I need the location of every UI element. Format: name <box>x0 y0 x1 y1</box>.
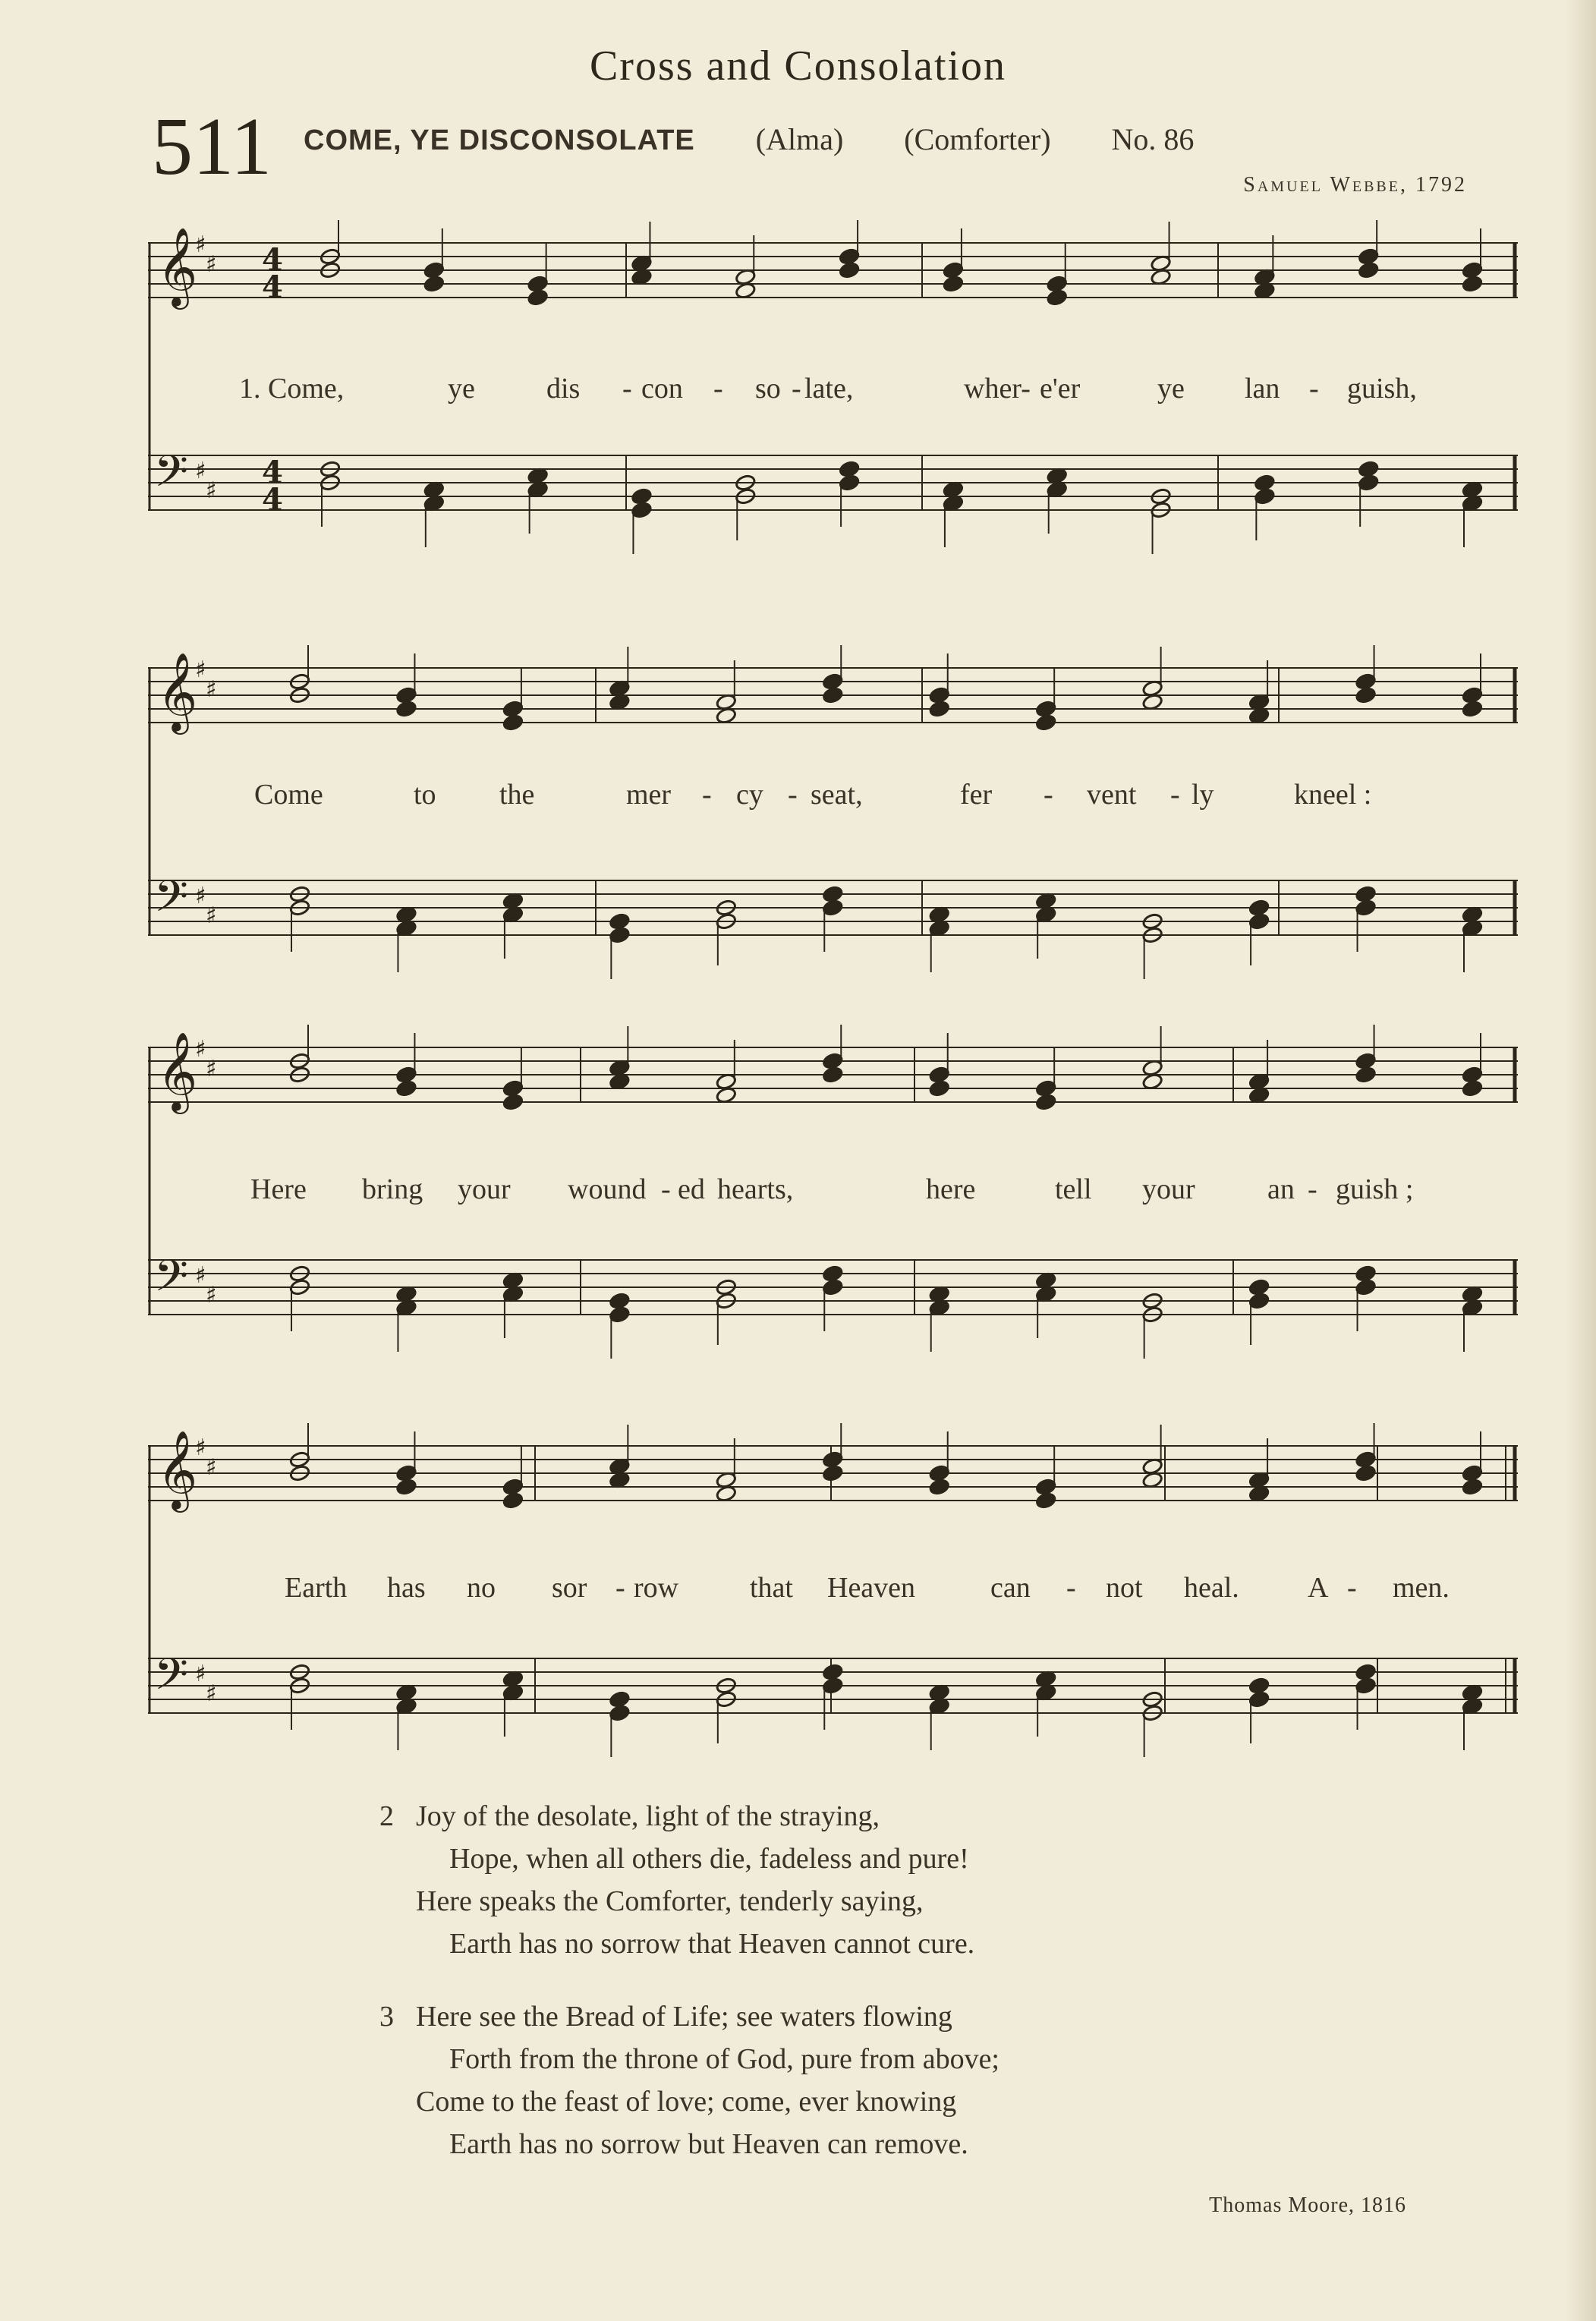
syllable: wher- <box>964 373 1031 405</box>
syllable: - <box>702 779 712 811</box>
syllable: ye <box>1157 373 1185 405</box>
syllable: mer <box>626 779 672 811</box>
svg-text:4: 4 <box>262 269 283 305</box>
svg-text:♯: ♯ <box>195 1661 206 1687</box>
syllable: - <box>788 779 798 811</box>
syllable: ly <box>1191 779 1214 811</box>
syllable: your <box>1142 1173 1195 1205</box>
syllable: dis <box>546 373 581 405</box>
syllable: can <box>990 1572 1031 1604</box>
svg-text:♯: ♯ <box>206 1282 217 1309</box>
svg-text:♯: ♯ <box>206 1056 217 1082</box>
syllable: bring <box>362 1173 423 1205</box>
syllable: tell <box>1055 1173 1092 1205</box>
syllable: Heaven <box>827 1572 916 1604</box>
syllable: - <box>661 1173 671 1205</box>
svg-text:4: 4 <box>262 455 283 490</box>
syllable: vent <box>1087 779 1137 811</box>
syllable: - <box>1308 1173 1317 1205</box>
syllable: con <box>641 373 683 405</box>
svg-text:𝄢: 𝄢 <box>154 871 189 933</box>
syllable: - <box>622 373 632 405</box>
verse-line: Forth from the throne of God, pure from above; <box>449 2043 999 2075</box>
svg-text:𝄞: 𝄞 <box>157 652 198 732</box>
verse-line: Earth has no sorrow but Heaven can remove. <box>449 2128 968 2160</box>
svg-text:♯: ♯ <box>195 231 206 258</box>
lyrics-line <box>148 1173 1518 1215</box>
verse-line: Earth has no sorrow that Heaven cannot cure. <box>449 1928 975 1960</box>
verse-number: 3 <box>379 2001 394 2033</box>
svg-text:4: 4 <box>262 242 283 278</box>
syllable: 1. Come, <box>239 373 345 405</box>
music-system-3 <box>148 1025 1518 1389</box>
syllable: fer <box>960 779 993 811</box>
lyrics-line <box>148 778 1518 820</box>
syllable: Earth <box>285 1572 348 1604</box>
syllable: - <box>1170 779 1180 811</box>
hymn-title: COME, YE DISCONSOLATE <box>304 124 695 156</box>
syllable: so <box>755 373 781 405</box>
additional-verses <box>379 1795 1366 2196</box>
svg-text:♯: ♯ <box>195 1036 206 1063</box>
svg-text:♯: ♯ <box>206 902 217 929</box>
verse-line: Come to the feast of love; come, ever knowing <box>416 2086 957 2118</box>
music-system-4 <box>148 1423 1518 1787</box>
verse-line: Hope, when all others die, fadeless and pure! <box>449 1843 969 1875</box>
composer-credit: Samuel Webbe, 1792 <box>1243 173 1467 197</box>
music-system-1 <box>148 220 1518 584</box>
syllable: - <box>792 373 801 405</box>
syllable: the <box>499 779 535 811</box>
reference-number: No. 86 <box>1111 122 1195 156</box>
svg-text:♯: ♯ <box>206 477 217 504</box>
syllable: A <box>1308 1572 1329 1604</box>
syllable: cy <box>736 779 763 811</box>
verse-number: 2 <box>379 1800 394 1832</box>
syllable: row <box>634 1572 679 1604</box>
svg-text:♯: ♯ <box>195 883 206 909</box>
svg-text:♯: ♯ <box>195 1262 206 1289</box>
verse-line: 2 Joy of the desolate, light of the straying, <box>379 1795 1366 1838</box>
svg-text:𝄞: 𝄞 <box>157 1430 198 1510</box>
svg-text:𝄞: 𝄞 <box>157 227 198 307</box>
svg-text:𝄢: 𝄢 <box>154 1649 189 1711</box>
svg-text:♯: ♯ <box>206 1454 217 1481</box>
verse-line: 3 Here see the Bread of Life; see waters flowing <box>379 1995 1366 2038</box>
tune-name: (Alma) <box>755 122 844 156</box>
syllable: lan <box>1245 373 1280 405</box>
section-title: Cross and Consolation <box>589 43 1007 90</box>
svg-text:♯: ♯ <box>195 1434 206 1461</box>
svg-text:4: 4 <box>262 482 283 518</box>
syllable: hearts, <box>717 1173 794 1205</box>
verse-3 <box>379 1995 1366 2165</box>
svg-text:♯: ♯ <box>206 1680 217 1707</box>
syllable: an <box>1267 1173 1295 1205</box>
syllable: that <box>750 1572 793 1604</box>
syllable: no <box>467 1572 496 1604</box>
alt-tune-name: (Comforter) <box>904 122 1051 156</box>
syllable: your <box>458 1173 511 1205</box>
syllable: has <box>387 1572 426 1604</box>
syllable: - <box>1309 373 1319 405</box>
svg-text:♯: ♯ <box>195 657 206 683</box>
syllable: wound <box>568 1173 647 1205</box>
syllable: - <box>615 1572 625 1604</box>
syllable: e'er <box>1040 373 1081 405</box>
lyrics-line <box>148 372 1518 414</box>
syllable: - <box>1066 1572 1076 1604</box>
syllable: guish ; <box>1336 1173 1414 1205</box>
syllable: heal. <box>1184 1572 1239 1604</box>
syllable: Here <box>250 1173 307 1205</box>
syllable: here <box>926 1173 976 1205</box>
syllable: ye <box>448 373 475 405</box>
verse-line: Here speaks the Comforter, tenderly saying, <box>416 1885 924 1917</box>
verse-2 <box>379 1795 1366 1965</box>
staff-notation <box>148 645 1518 1002</box>
syllable: not <box>1106 1572 1143 1604</box>
svg-text:𝄢: 𝄢 <box>154 1250 189 1312</box>
syllable: ed <box>678 1173 705 1205</box>
syllable: men. <box>1393 1572 1450 1604</box>
page-edge-shadow <box>1566 0 1596 2321</box>
svg-text:𝄢: 𝄢 <box>154 446 189 508</box>
svg-text:𝄞: 𝄞 <box>157 1031 198 1111</box>
syllable: to <box>414 779 436 811</box>
lyrics-line <box>148 1571 1518 1614</box>
syllable: sor <box>552 1572 587 1604</box>
syllable: late, <box>804 373 854 405</box>
music-system-2 <box>148 645 1518 1009</box>
syllable: - <box>713 373 723 405</box>
syllable: - <box>1347 1572 1357 1604</box>
svg-text:♯: ♯ <box>206 676 217 703</box>
syllable: seat, <box>811 779 863 811</box>
hymn-number: 511 <box>152 102 272 192</box>
syllable: - <box>1044 779 1053 811</box>
author-credit: Thomas Moore, 1816 <box>1209 2193 1406 2217</box>
syllable: kneel : <box>1294 779 1372 811</box>
hymn-header <box>304 121 1442 157</box>
svg-text:♯: ♯ <box>195 458 206 484</box>
syllable: Come <box>254 779 323 811</box>
syllable: guish, <box>1347 373 1417 405</box>
svg-text:♯: ♯ <box>206 251 217 278</box>
